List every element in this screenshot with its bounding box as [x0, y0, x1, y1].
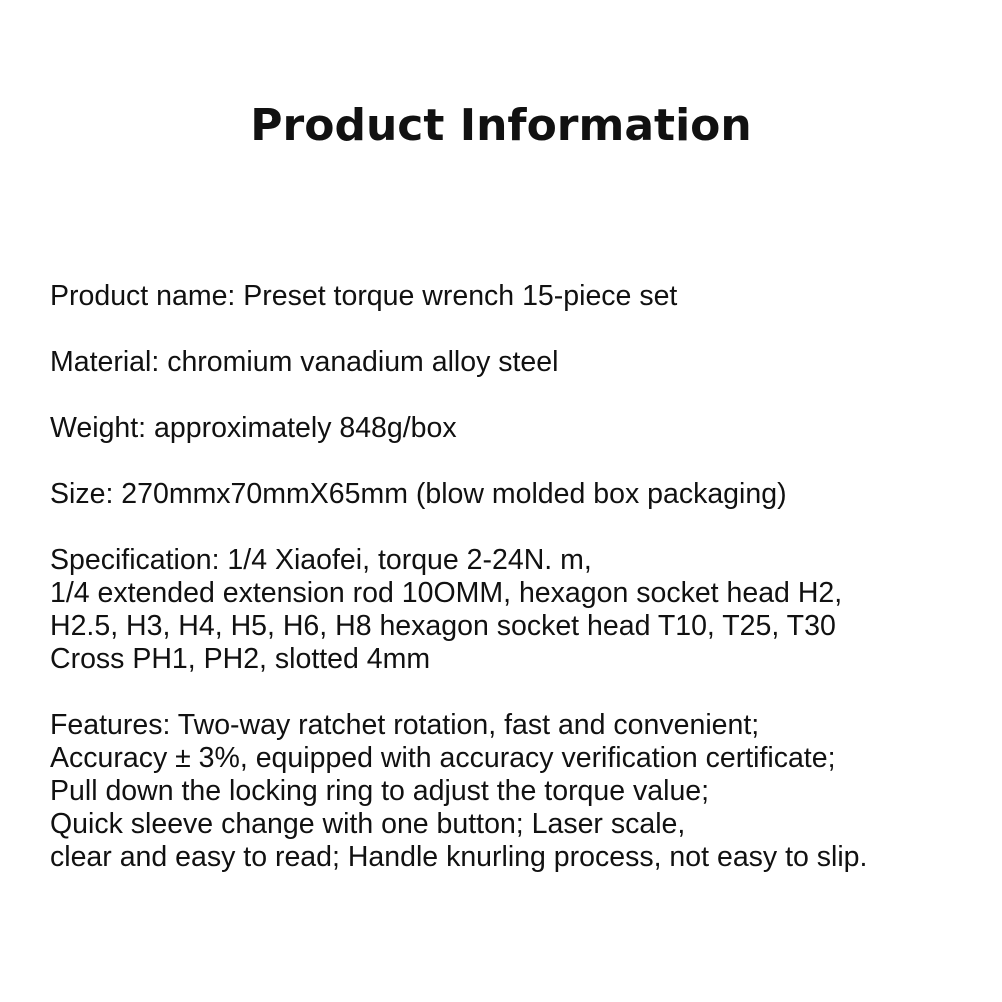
weight-line: Weight: approximately 848g/box [50, 412, 457, 444]
specification-line: Specification: 1/4 Xiaofei, torque 2-24N. m, [50, 544, 592, 576]
specification-line: Cross PH1, PH2, slotted 4mm [50, 643, 431, 675]
specification-block [50, 544, 990, 676]
features-line: Features: Two-way ratchet rotation, fast and convenient; [50, 709, 760, 741]
specification-line: H2.5, H3, H4, H5, H6, H8 hexagon socket head T10, T25, T30 [50, 610, 836, 642]
features-line: clear and easy to read; Handle knurling process, not easy to slip. [50, 841, 868, 873]
product-info-list [50, 280, 990, 907]
specification-line: 1/4 extended extension rod 10OMM, hexagon socket head H2, [50, 577, 843, 609]
page-title: Product Information [250, 100, 752, 151]
size-line: Size: 270mmx70mmX65mm (blow molded box packaging) [50, 478, 787, 510]
features-line: Quick sleeve change with one button; Laser scale, [50, 808, 686, 840]
features-block [50, 709, 990, 874]
features-line: Accuracy ± 3%, equipped with accuracy verification certificate; [50, 742, 836, 774]
features-line: Pull down the locking ring to adjust the torque value; [50, 775, 710, 807]
material-line: Material: chromium vanadium alloy steel [50, 346, 559, 378]
product-name-line: Product name: Preset torque wrench 15-piece set [50, 280, 678, 312]
